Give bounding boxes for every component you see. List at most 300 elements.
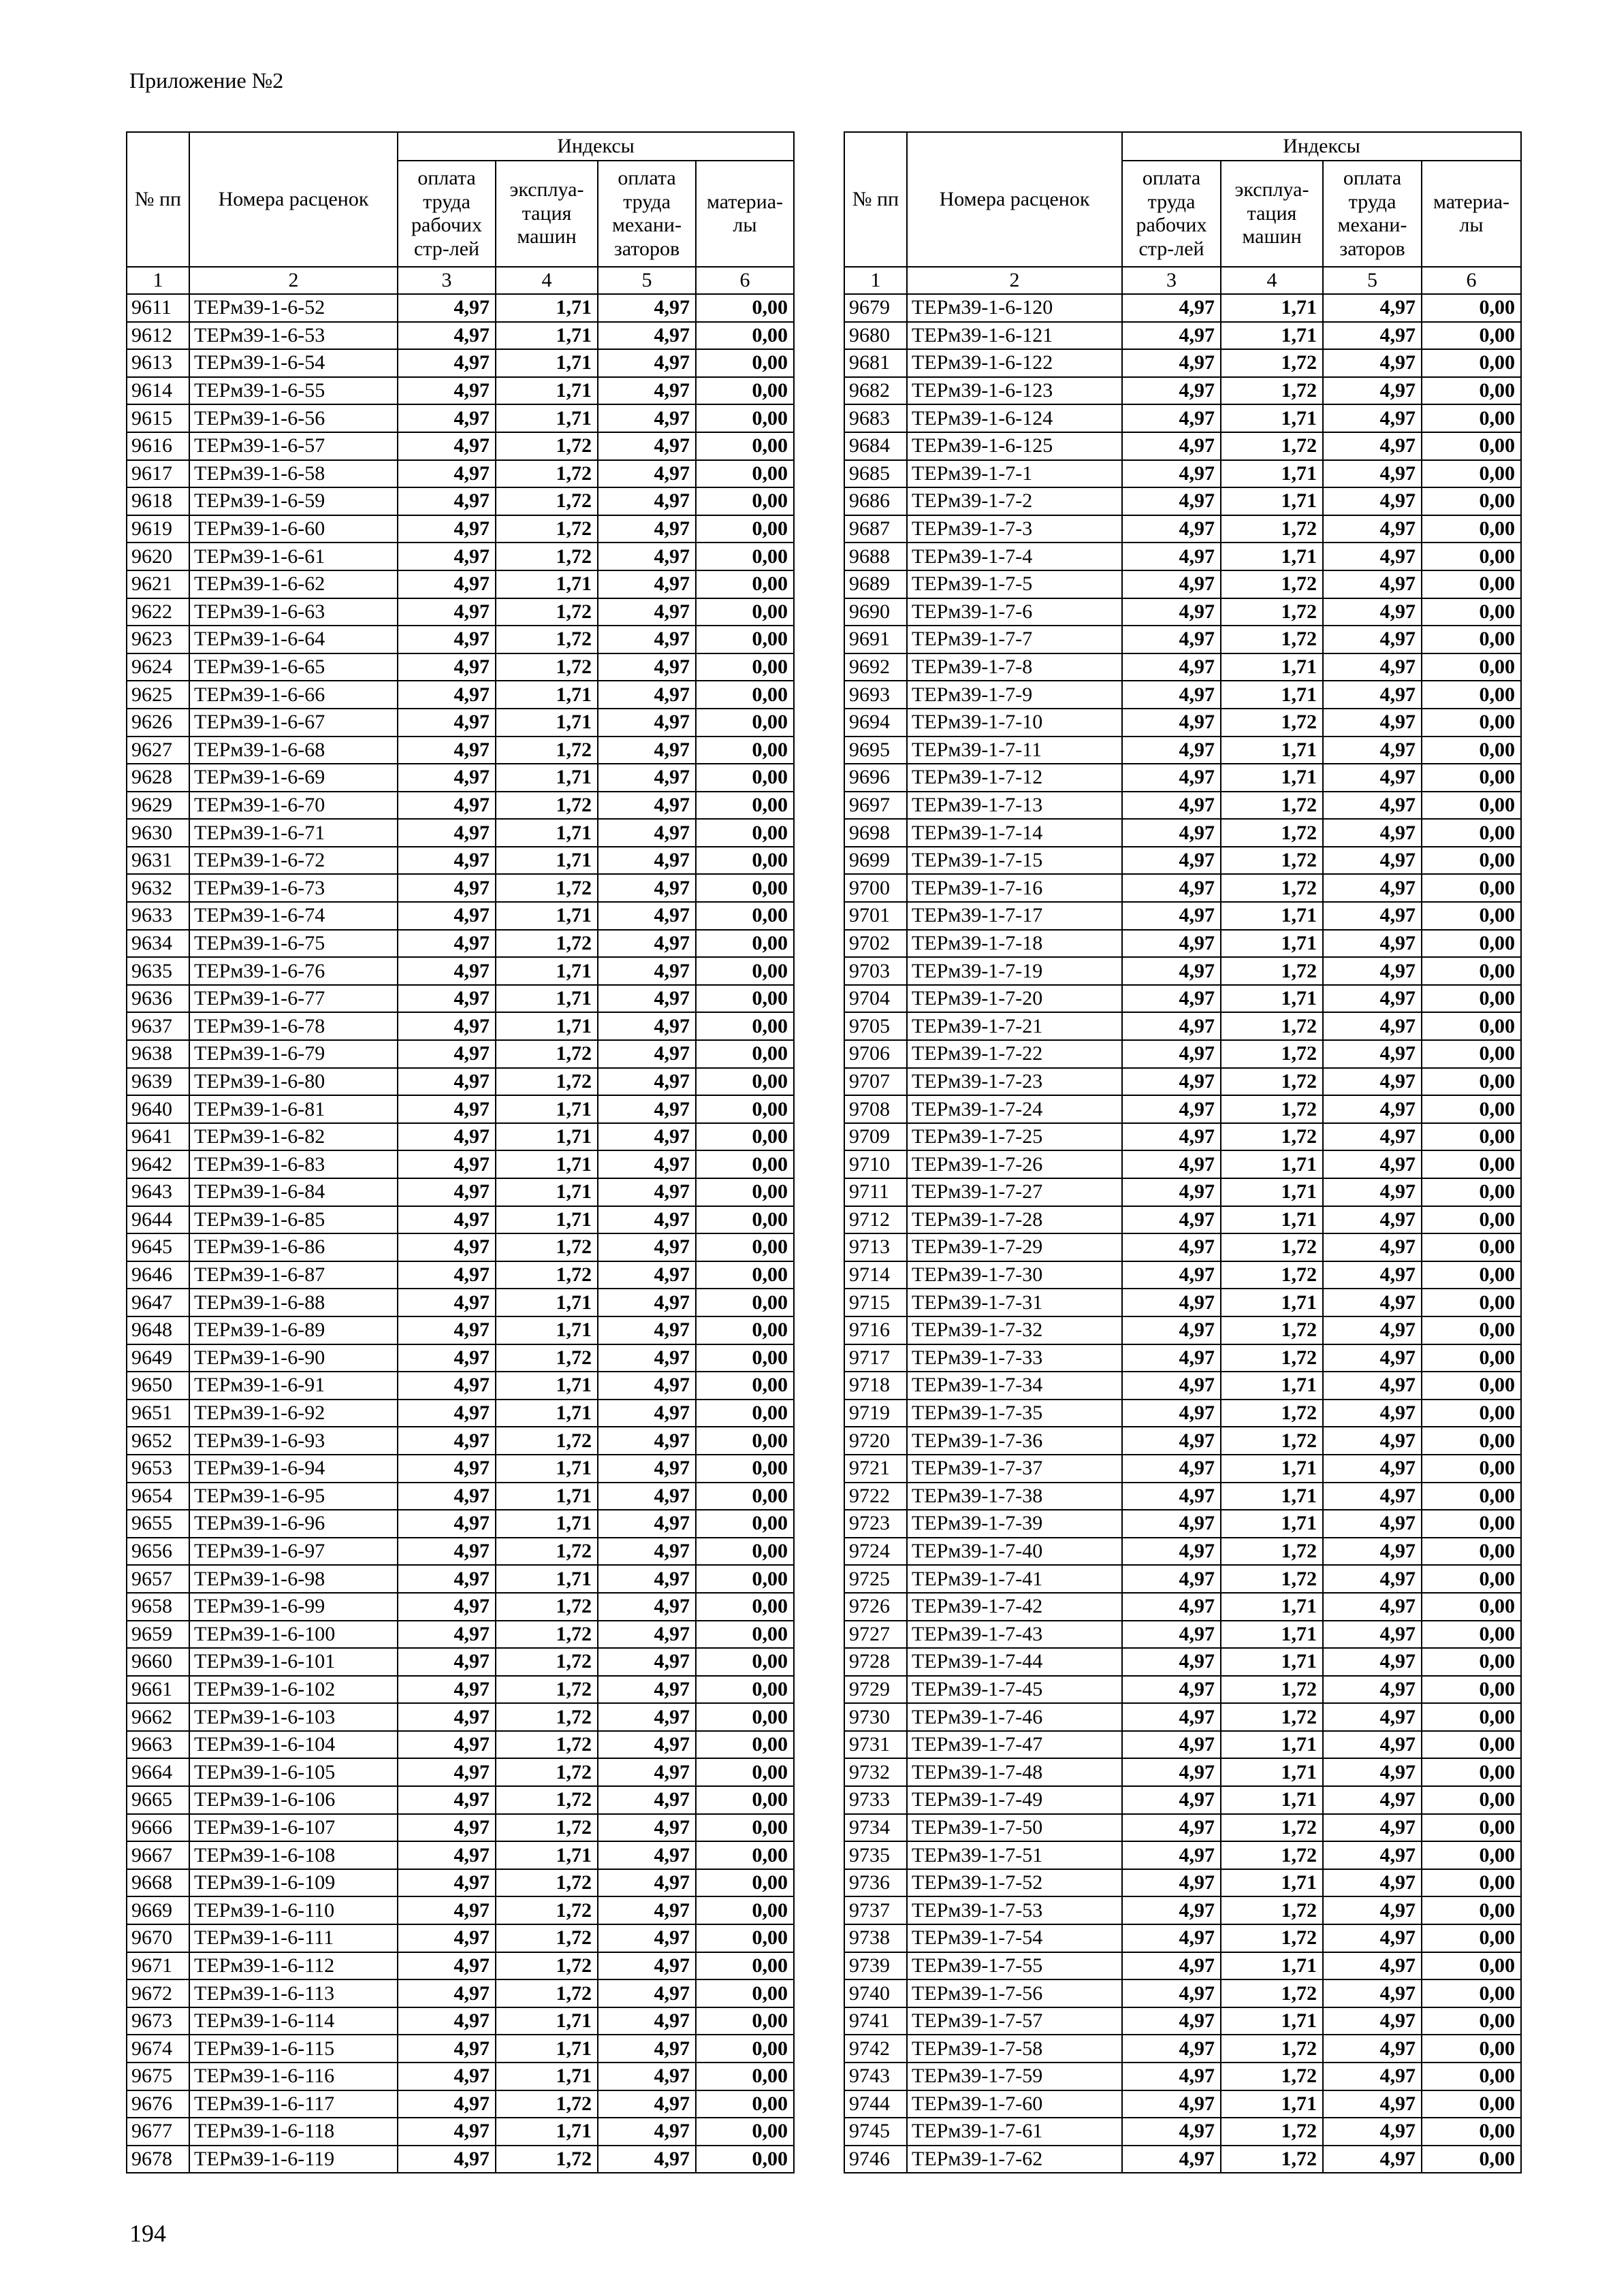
- row-number: 9619: [127, 515, 189, 543]
- rate-code: ТЕРм39-1-6-68: [189, 737, 398, 764]
- table-row: [127, 1979, 794, 2007]
- materials-index: 0,00: [1422, 1040, 1521, 1068]
- rate-code: ТЕРм39-1-6-58: [189, 460, 398, 488]
- rate-code: ТЕРм39-1-6-76: [189, 957, 398, 985]
- machine-operation-index: 1,71: [1221, 294, 1323, 322]
- operator-pay-index: 4,97: [598, 985, 696, 1013]
- row-number: 9726: [844, 1593, 907, 1621]
- machine-operation-index: 1,72: [1221, 1676, 1323, 1704]
- operator-pay-index: 4,97: [598, 1483, 696, 1510]
- header-colnum-1: 1: [127, 267, 189, 294]
- machine-operation-index: 1,72: [496, 460, 598, 488]
- operator-pay-index: 4,97: [1323, 985, 1422, 1013]
- worker-pay-index: 4,97: [398, 1510, 496, 1538]
- operator-pay-index: 4,97: [1323, 902, 1422, 930]
- table-row: [844, 1731, 1521, 1759]
- worker-pay-index: 4,97: [1122, 598, 1221, 626]
- table-row: [127, 322, 794, 350]
- machine-operation-index: 1,71: [1221, 930, 1323, 958]
- machine-operation-index: 1,72: [1221, 1703, 1323, 1731]
- worker-pay-index: 4,97: [1122, 1150, 1221, 1178]
- materials-index: 0,00: [696, 681, 794, 709]
- worker-pay-index: 4,97: [398, 404, 496, 432]
- worker-pay-index: 4,97: [1122, 709, 1221, 737]
- machine-operation-index: 1,72: [496, 1233, 598, 1261]
- operator-pay-index: 4,97: [1323, 847, 1422, 875]
- operator-pay-index: 4,97: [598, 1924, 696, 1952]
- row-number: 9687: [844, 515, 907, 543]
- worker-pay-index: 4,97: [398, 681, 496, 709]
- table-row: [844, 1372, 1521, 1400]
- operator-pay-index: 4,97: [1323, 2007, 1422, 2035]
- operator-pay-index: 4,97: [598, 460, 696, 488]
- operator-pay-index: 4,97: [598, 2007, 696, 2035]
- table-row: [127, 709, 794, 737]
- machine-operation-index: 1,71: [496, 957, 598, 985]
- table-row: [844, 2090, 1521, 2118]
- worker-pay-index: 4,97: [1122, 1952, 1221, 1980]
- machine-operation-index: 1,71: [496, 1841, 598, 1869]
- machine-operation-index: 1,71: [1221, 902, 1323, 930]
- machine-operation-index: 1,71: [1221, 1178, 1323, 1206]
- operator-pay-index: 4,97: [598, 1178, 696, 1206]
- rate-code: ТЕРм39-1-7-4: [907, 543, 1122, 570]
- row-number: 9641: [127, 1123, 189, 1151]
- worker-pay-index: 4,97: [398, 2090, 496, 2118]
- table-row: [844, 1676, 1521, 1704]
- operator-pay-index: 4,97: [1323, 377, 1422, 405]
- materials-index: 0,00: [1422, 1012, 1521, 1040]
- machine-operation-index: 1,72: [496, 2146, 598, 2173]
- machine-operation-index: 1,71: [1221, 681, 1323, 709]
- operator-pay-index: 4,97: [598, 1979, 696, 2007]
- row-number: 9661: [127, 1676, 189, 1704]
- row-number: 9697: [844, 792, 907, 820]
- machine-operation-index: 1,71: [496, 764, 598, 792]
- machine-operation-index: 1,72: [1221, 1896, 1323, 1924]
- machine-operation-index: 1,71: [496, 377, 598, 405]
- worker-pay-index: 4,97: [398, 2146, 496, 2173]
- operator-pay-index: 4,97: [598, 819, 696, 847]
- machine-operation-index: 1,71: [1221, 764, 1323, 792]
- rate-code: ТЕРм39-1-6-84: [189, 1178, 398, 1206]
- operator-pay-index: 4,97: [598, 1150, 696, 1178]
- materials-index: 0,00: [1422, 737, 1521, 764]
- machine-operation-index: 1,71: [1221, 1952, 1323, 1980]
- worker-pay-index: 4,97: [1122, 737, 1221, 764]
- operator-pay-index: 4,97: [598, 1400, 696, 1427]
- operator-pay-index: 4,97: [1323, 626, 1422, 653]
- operator-pay-index: 4,97: [598, 1841, 696, 1869]
- table-row: [844, 1896, 1521, 1924]
- machine-operation-index: 1,71: [1221, 543, 1323, 570]
- rate-code: ТЕРм39-1-6-90: [189, 1344, 398, 1372]
- row-number: 9669: [127, 1896, 189, 1924]
- table-row: [127, 515, 794, 543]
- machine-operation-index: 1,72: [496, 930, 598, 958]
- materials-index: 0,00: [1422, 349, 1521, 377]
- table-row: [127, 1924, 794, 1952]
- worker-pay-index: 4,97: [398, 1344, 496, 1372]
- worker-pay-index: 4,97: [1122, 1648, 1221, 1676]
- table-row: [844, 1068, 1521, 1096]
- table-row: [127, 1372, 794, 1400]
- table-row: [844, 737, 1521, 764]
- machine-operation-index: 1,72: [496, 1952, 598, 1980]
- table-row: [127, 1400, 794, 1427]
- materials-index: 0,00: [696, 709, 794, 737]
- operator-pay-index: 4,97: [598, 1040, 696, 1068]
- table-row: [127, 1289, 794, 1316]
- row-number: 9684: [844, 432, 907, 460]
- operator-pay-index: 4,97: [598, 377, 696, 405]
- machine-operation-index: 1,71: [496, 570, 598, 598]
- row-number: 9662: [127, 1703, 189, 1731]
- materials-index: 0,00: [1422, 792, 1521, 820]
- row-number: 9650: [127, 1372, 189, 1400]
- row-number: 9729: [844, 1676, 907, 1704]
- operator-pay-index: 4,97: [1323, 1786, 1422, 1814]
- table-row: [844, 1427, 1521, 1455]
- materials-index: 0,00: [696, 1979, 794, 2007]
- row-number: 9668: [127, 1869, 189, 1897]
- materials-index: 0,00: [1422, 1814, 1521, 1842]
- table-row: [844, 653, 1521, 681]
- rate-code: ТЕРм39-1-6-93: [189, 1427, 398, 1455]
- rate-code: ТЕРм39-1-6-96: [189, 1510, 398, 1538]
- worker-pay-index: 4,97: [1122, 1012, 1221, 1040]
- operator-pay-index: 4,97: [1323, 404, 1422, 432]
- rate-code: ТЕРм39-1-6-65: [189, 653, 398, 681]
- operator-pay-index: 4,97: [1323, 294, 1422, 322]
- row-number: 9621: [127, 570, 189, 598]
- worker-pay-index: 4,97: [398, 1814, 496, 1842]
- header-materials: материа-лы: [1422, 161, 1521, 267]
- rate-code: ТЕРм39-1-6-70: [189, 792, 398, 820]
- rate-code: ТЕРм39-1-7-20: [907, 985, 1122, 1013]
- operator-pay-index: 4,97: [598, 294, 696, 322]
- table-row: [127, 570, 794, 598]
- materials-index: 0,00: [696, 1786, 794, 1814]
- machine-operation-index: 1,72: [496, 1814, 598, 1842]
- row-number: 9686: [844, 487, 907, 515]
- rate-code: ТЕРм39-1-7-38: [907, 1483, 1122, 1510]
- right-index-table: [844, 131, 1522, 2173]
- rate-code: ТЕРм39-1-7-7: [907, 626, 1122, 653]
- table-row: [844, 792, 1521, 820]
- rate-code: ТЕРм39-1-7-62: [907, 2146, 1122, 2173]
- table-row: [127, 1676, 794, 1704]
- rate-code: ТЕРм39-1-6-119: [189, 2146, 398, 2173]
- materials-index: 0,00: [1422, 2090, 1521, 2118]
- table-row: [127, 2090, 794, 2118]
- operator-pay-index: 4,97: [1323, 1731, 1422, 1759]
- table-row: [844, 626, 1521, 653]
- machine-operation-index: 1,71: [496, 1123, 598, 1151]
- machine-operation-index: 1,72: [496, 653, 598, 681]
- rate-code: ТЕРм39-1-7-32: [907, 1316, 1122, 1344]
- table-row: [844, 1012, 1521, 1040]
- rate-code: ТЕРм39-1-6-82: [189, 1123, 398, 1151]
- header-indices: Индексы: [1122, 132, 1521, 161]
- machine-operation-index: 1,71: [1221, 653, 1323, 681]
- row-number: 9648: [127, 1316, 189, 1344]
- worker-pay-index: 4,97: [398, 1483, 496, 1510]
- materials-index: 0,00: [696, 819, 794, 847]
- materials-index: 0,00: [696, 2146, 794, 2173]
- operator-pay-index: 4,97: [598, 1095, 696, 1123]
- machine-operation-index: 1,71: [1221, 1510, 1323, 1538]
- operator-pay-index: 4,97: [1323, 570, 1422, 598]
- row-number: 9624: [127, 653, 189, 681]
- table-row: [844, 957, 1521, 985]
- rate-code: ТЕРм39-1-6-85: [189, 1206, 398, 1234]
- worker-pay-index: 4,97: [1122, 1869, 1221, 1897]
- rate-code: ТЕРм39-1-7-44: [907, 1648, 1122, 1676]
- table-row: [844, 1869, 1521, 1897]
- header-materials: материа-лы: [696, 161, 794, 267]
- row-number: 9615: [127, 404, 189, 432]
- table-row: [127, 432, 794, 460]
- operator-pay-index: 4,97: [598, 764, 696, 792]
- rate-code: ТЕРм39-1-6-72: [189, 847, 398, 875]
- operator-pay-index: 4,97: [1323, 1565, 1422, 1593]
- row-number: 9625: [127, 681, 189, 709]
- worker-pay-index: 4,97: [398, 570, 496, 598]
- table-row: [127, 1206, 794, 1234]
- worker-pay-index: 4,97: [398, 2118, 496, 2146]
- row-number: 9689: [844, 570, 907, 598]
- operator-pay-index: 4,97: [598, 1206, 696, 1234]
- worker-pay-index: 4,97: [398, 1869, 496, 1897]
- row-number: 9612: [127, 322, 189, 350]
- operator-pay-index: 4,97: [598, 1952, 696, 1980]
- machine-operation-index: 1,72: [1221, 2146, 1323, 2173]
- row-number: 9678: [127, 2146, 189, 2173]
- row-number: 9733: [844, 1786, 907, 1814]
- materials-index: 0,00: [696, 1758, 794, 1786]
- materials-index: 0,00: [1422, 1621, 1521, 1649]
- machine-operation-index: 1,72: [496, 1979, 598, 2007]
- materials-index: 0,00: [1422, 1565, 1521, 1593]
- rate-code: ТЕРм39-1-7-12: [907, 764, 1122, 792]
- worker-pay-index: 4,97: [398, 1289, 496, 1316]
- rate-code: ТЕРм39-1-6-95: [189, 1483, 398, 1510]
- machine-operation-index: 1,72: [1221, 1040, 1323, 1068]
- rate-code: ТЕРм39-1-6-60: [189, 515, 398, 543]
- worker-pay-index: 4,97: [1122, 1344, 1221, 1372]
- worker-pay-index: 4,97: [398, 1150, 496, 1178]
- rate-code: ТЕРм39-1-7-42: [907, 1593, 1122, 1621]
- machine-operation-index: 1,71: [1221, 2007, 1323, 2035]
- worker-pay-index: 4,97: [398, 709, 496, 737]
- table-row: [127, 902, 794, 930]
- rate-code: ТЕРм39-1-6-98: [189, 1565, 398, 1593]
- machine-operation-index: 1,71: [496, 681, 598, 709]
- materials-index: 0,00: [696, 957, 794, 985]
- machine-operation-index: 1,71: [496, 1510, 598, 1538]
- table-row: [127, 1068, 794, 1096]
- materials-index: 0,00: [1422, 930, 1521, 958]
- table-row: [127, 1178, 794, 1206]
- operator-pay-index: 4,97: [1323, 1952, 1422, 1980]
- worker-pay-index: 4,97: [398, 1095, 496, 1123]
- rate-code: ТЕРм39-1-6-75: [189, 930, 398, 958]
- rate-code: ТЕРм39-1-7-41: [907, 1565, 1122, 1593]
- rate-code: ТЕРм39-1-6-67: [189, 709, 398, 737]
- row-number: 9744: [844, 2090, 907, 2118]
- machine-operation-index: 1,71: [1221, 1593, 1323, 1621]
- operator-pay-index: 4,97: [1323, 1040, 1422, 1068]
- table-row: [844, 1483, 1521, 1510]
- table-row: [127, 764, 794, 792]
- materials-index: 0,00: [1422, 1648, 1521, 1676]
- rate-code: ТЕРм39-1-7-35: [907, 1400, 1122, 1427]
- worker-pay-index: 4,97: [398, 543, 496, 570]
- table-row: [127, 1123, 794, 1151]
- machine-operation-index: 1,72: [496, 1896, 598, 1924]
- operator-pay-index: 4,97: [1323, 764, 1422, 792]
- materials-index: 0,00: [1422, 1731, 1521, 1759]
- operator-pay-index: 4,97: [1323, 709, 1422, 737]
- header-colnum-2: 2: [189, 267, 398, 294]
- rate-code: ТЕРм39-1-6-53: [189, 322, 398, 350]
- machine-operation-index: 1,72: [1221, 1095, 1323, 1123]
- worker-pay-index: 4,97: [1122, 432, 1221, 460]
- materials-index: 0,00: [696, 1814, 794, 1842]
- worker-pay-index: 4,97: [398, 930, 496, 958]
- rate-code: ТЕРм39-1-7-13: [907, 792, 1122, 820]
- machine-operation-index: 1,72: [1221, 515, 1323, 543]
- row-number: 9667: [127, 1841, 189, 1869]
- row-number: 9696: [844, 764, 907, 792]
- operator-pay-index: 4,97: [1323, 1455, 1422, 1483]
- machine-operation-index: 1,71: [496, 1316, 598, 1344]
- operator-pay-index: 4,97: [598, 1676, 696, 1704]
- table-row: [127, 737, 794, 764]
- row-number: 9653: [127, 1455, 189, 1483]
- worker-pay-index: 4,97: [1122, 1786, 1221, 1814]
- row-number: 9637: [127, 1012, 189, 1040]
- materials-index: 0,00: [1422, 2035, 1521, 2063]
- table-row: [127, 1731, 794, 1759]
- materials-index: 0,00: [1422, 902, 1521, 930]
- worker-pay-index: 4,97: [1122, 874, 1221, 902]
- row-number: 9673: [127, 2007, 189, 2035]
- worker-pay-index: 4,97: [1122, 1538, 1221, 1566]
- materials-index: 0,00: [1422, 709, 1521, 737]
- rate-code: ТЕРм39-1-7-45: [907, 1676, 1122, 1704]
- operator-pay-index: 4,97: [1323, 874, 1422, 902]
- operator-pay-index: 4,97: [598, 432, 696, 460]
- materials-index: 0,00: [696, 1178, 794, 1206]
- worker-pay-index: 4,97: [398, 1316, 496, 1344]
- header-num: № пп: [127, 132, 189, 267]
- materials-index: 0,00: [1422, 1206, 1521, 1234]
- rate-code: ТЕРм39-1-6-114: [189, 2007, 398, 2035]
- row-number: 9657: [127, 1565, 189, 1593]
- worker-pay-index: 4,97: [1122, 1455, 1221, 1483]
- row-number: 9700: [844, 874, 907, 902]
- rate-code: ТЕРм39-1-6-52: [189, 294, 398, 322]
- rate-code: ТЕРм39-1-7-33: [907, 1344, 1122, 1372]
- header-operator-pay: оплата труда механи-заторов: [1323, 161, 1422, 267]
- row-number: 9745: [844, 2118, 907, 2146]
- row-number: 9644: [127, 1206, 189, 1234]
- worker-pay-index: 4,97: [398, 1206, 496, 1234]
- table-row: [844, 1289, 1521, 1316]
- materials-index: 0,00: [696, 1869, 794, 1897]
- materials-index: 0,00: [1422, 874, 1521, 902]
- machine-operation-index: 1,72: [1221, 1233, 1323, 1261]
- worker-pay-index: 4,97: [1122, 487, 1221, 515]
- row-number: 9722: [844, 1483, 907, 1510]
- worker-pay-index: 4,97: [398, 1233, 496, 1261]
- operator-pay-index: 4,97: [1323, 737, 1422, 764]
- operator-pay-index: 4,97: [1323, 1483, 1422, 1510]
- materials-index: 0,00: [696, 294, 794, 322]
- row-number: 9663: [127, 1731, 189, 1759]
- worker-pay-index: 4,97: [1122, 1289, 1221, 1316]
- materials-index: 0,00: [696, 543, 794, 570]
- rate-code: ТЕРм39-1-7-60: [907, 2090, 1122, 2118]
- table-row: [127, 1316, 794, 1344]
- worker-pay-index: 4,97: [1122, 349, 1221, 377]
- materials-index: 0,00: [1422, 598, 1521, 626]
- header-machine-operation: эксплуа-тация машин: [1221, 161, 1323, 267]
- worker-pay-index: 4,97: [1122, 1261, 1221, 1289]
- table-row: [844, 349, 1521, 377]
- operator-pay-index: 4,97: [1323, 1316, 1422, 1344]
- table-row: [844, 2118, 1521, 2146]
- worker-pay-index: 4,97: [1122, 2007, 1221, 2035]
- machine-operation-index: 1,71: [496, 1455, 598, 1483]
- table-row: [844, 847, 1521, 875]
- row-number: 9731: [844, 1731, 907, 1759]
- machine-operation-index: 1,72: [1221, 874, 1323, 902]
- rate-code: ТЕРм39-1-6-124: [907, 404, 1122, 432]
- rate-code: ТЕРм39-1-6-89: [189, 1316, 398, 1344]
- operator-pay-index: 4,97: [598, 1427, 696, 1455]
- row-number: 9614: [127, 377, 189, 405]
- table-row: [844, 709, 1521, 737]
- row-number: 9651: [127, 1400, 189, 1427]
- row-number: 9693: [844, 681, 907, 709]
- row-number: 9718: [844, 1372, 907, 1400]
- machine-operation-index: 1,72: [1221, 377, 1323, 405]
- worker-pay-index: 4,97: [1122, 570, 1221, 598]
- worker-pay-index: 4,97: [398, 1565, 496, 1593]
- table-row: [844, 681, 1521, 709]
- operator-pay-index: 4,97: [598, 2063, 696, 2090]
- row-number: 9656: [127, 1538, 189, 1566]
- row-number: 9617: [127, 460, 189, 488]
- worker-pay-index: 4,97: [1122, 1841, 1221, 1869]
- materials-index: 0,00: [696, 1648, 794, 1676]
- worker-pay-index: 4,97: [398, 1676, 496, 1704]
- machine-operation-index: 1,71: [496, 902, 598, 930]
- materials-index: 0,00: [696, 1731, 794, 1759]
- materials-index: 0,00: [1422, 653, 1521, 681]
- table-row: [127, 2063, 794, 2090]
- materials-index: 0,00: [696, 1123, 794, 1151]
- materials-index: 0,00: [1422, 847, 1521, 875]
- materials-index: 0,00: [696, 874, 794, 902]
- machine-operation-index: 1,72: [496, 543, 598, 570]
- materials-index: 0,00: [696, 2063, 794, 2090]
- row-number: 9743: [844, 2063, 907, 2090]
- table-row: [844, 1593, 1521, 1621]
